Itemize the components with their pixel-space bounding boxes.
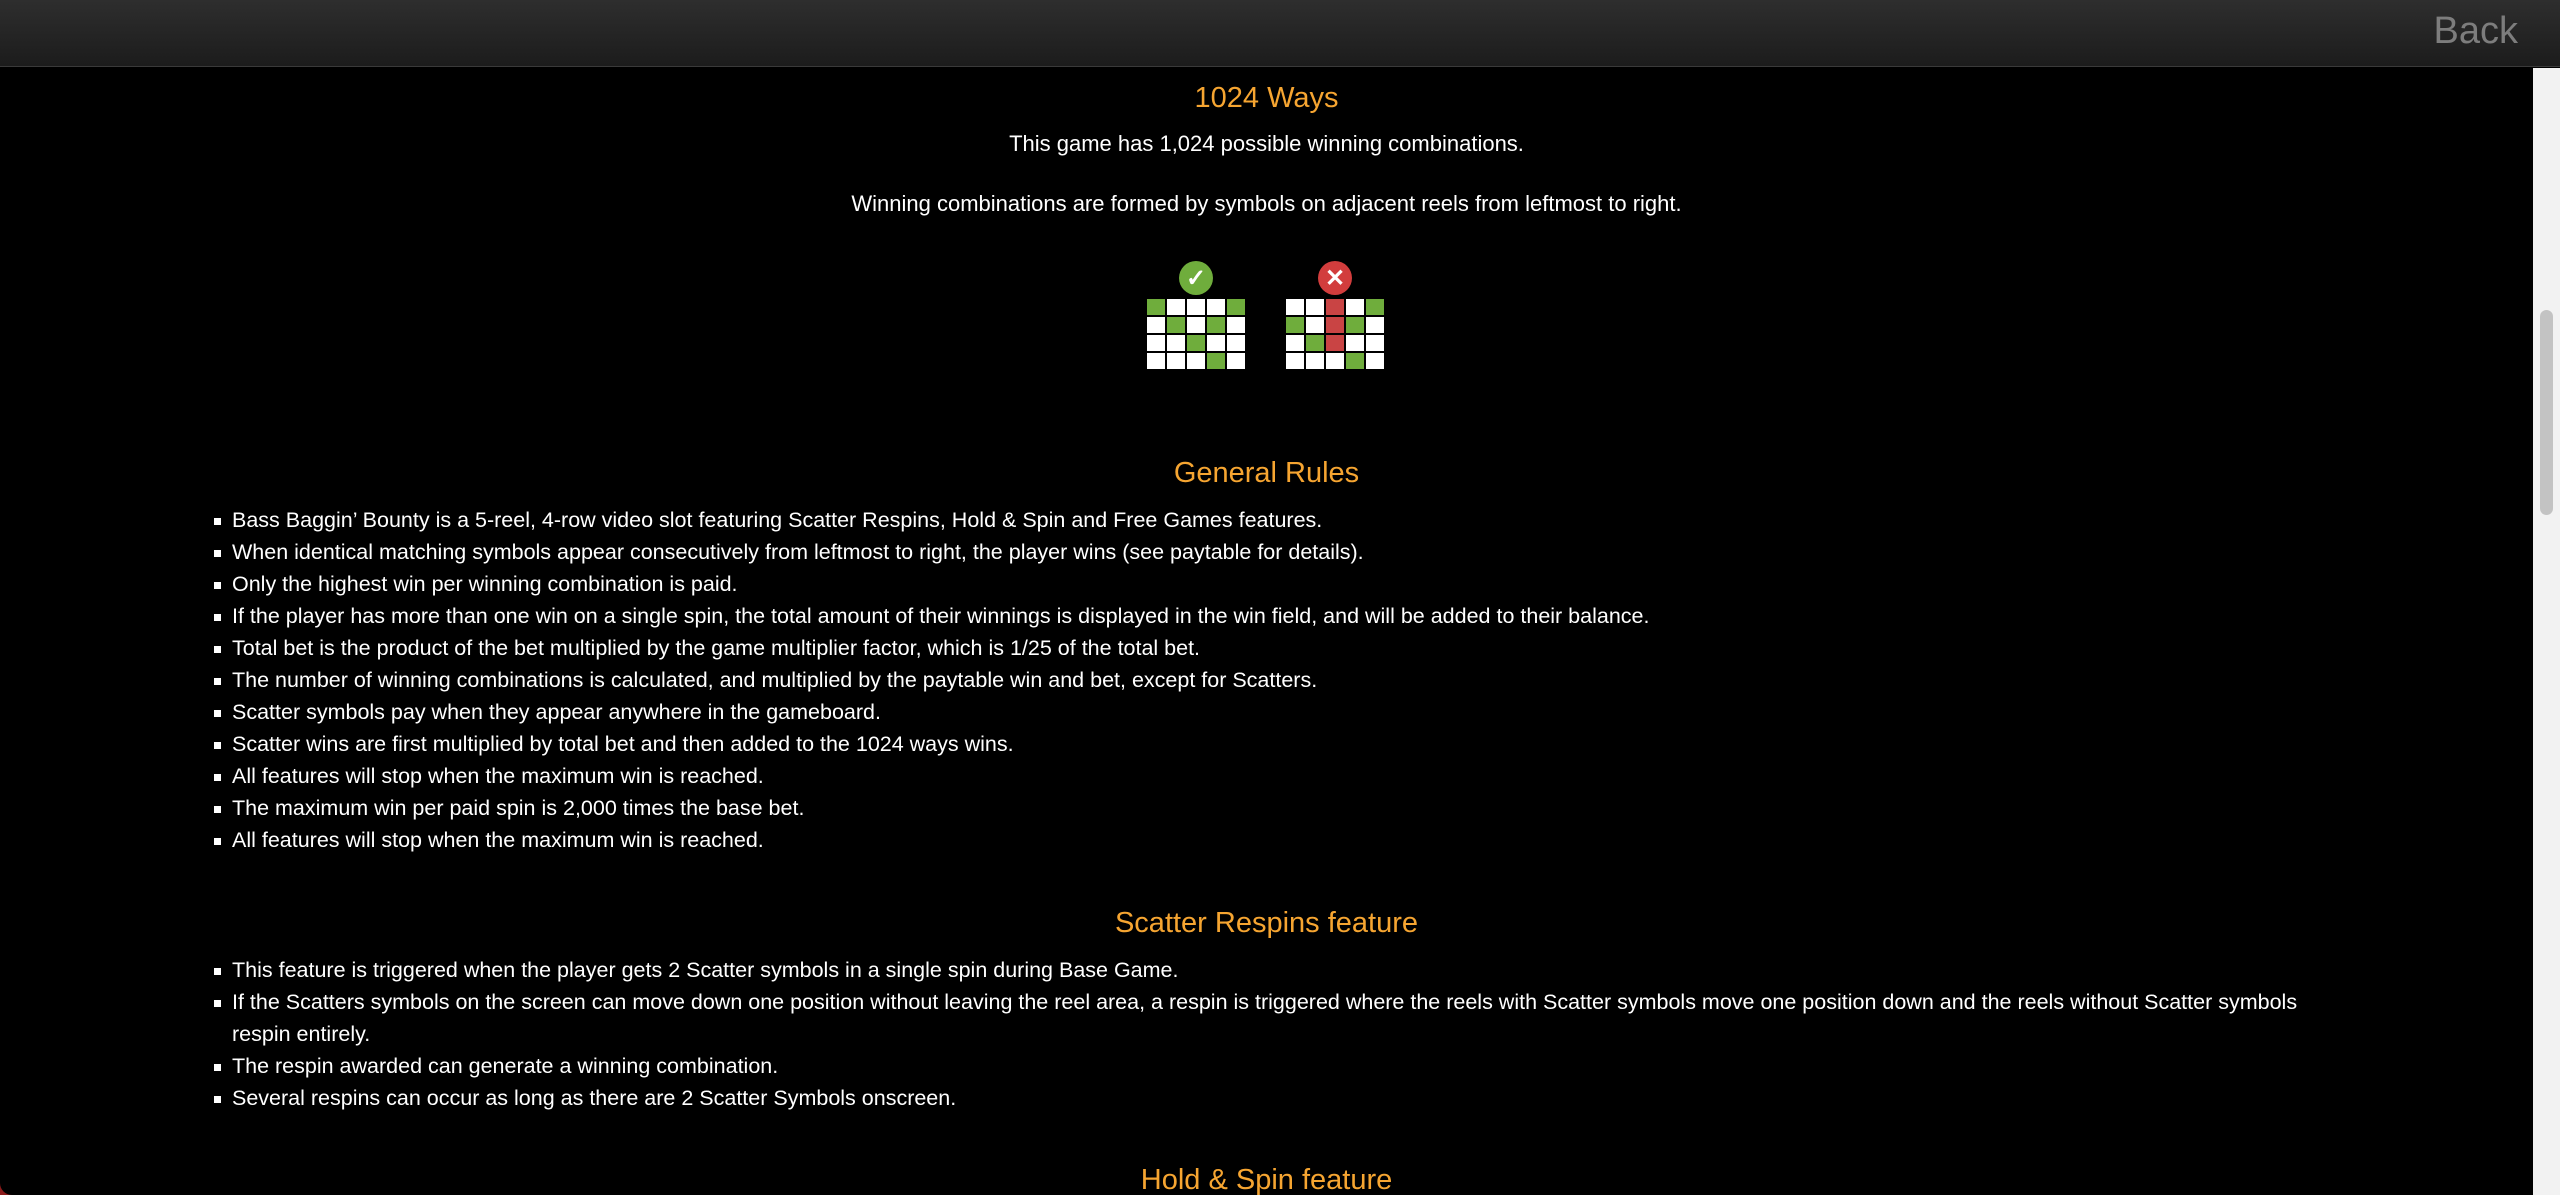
grid-cell bbox=[1187, 299, 1205, 315]
scrollbar[interactable] bbox=[2533, 68, 2560, 1195]
section-title-hold-spin: Hold & Spin feature bbox=[1140, 1164, 1393, 1195]
grid-cell bbox=[1147, 335, 1165, 351]
scrollbar-thumb[interactable] bbox=[2540, 310, 2553, 515]
list-item: All features will stop when the maximum win is reached. bbox=[232, 760, 2332, 792]
list-item: All features will stop when the maximum win is reached. bbox=[232, 824, 2332, 856]
ways-description: This game has 1,024 possible winning combinations. bbox=[1009, 131, 1524, 156]
grid-cell bbox=[1227, 335, 1245, 351]
section-title-1024-ways: 1024 Ways bbox=[1194, 82, 1339, 114]
grid-cell bbox=[1227, 353, 1245, 369]
list-item: Several respins can occur as long as there are 2 Scatter Symbols onscreen. bbox=[232, 1082, 2332, 1114]
grid-cell bbox=[1346, 317, 1364, 333]
list-item: The respin awarded can generate a winning combination. bbox=[232, 1050, 2332, 1082]
grid-cell bbox=[1346, 335, 1364, 351]
grid-cell bbox=[1306, 353, 1324, 369]
grid-cell bbox=[1227, 299, 1245, 315]
grid-cell bbox=[1326, 353, 1344, 369]
rules-content[interactable] bbox=[0, 68, 2533, 1195]
grid-cell bbox=[1286, 335, 1304, 351]
list-item: Total bet is the product of the bet multiplied by the game multiplier factor, which is 1/25 of the total bet. bbox=[232, 632, 2332, 664]
grid-cell bbox=[1187, 353, 1205, 369]
grid-cell bbox=[1147, 299, 1165, 315]
list-item: This feature is triggered when the player gets 2 Scatter symbols in a single spin during Base Game. bbox=[232, 954, 2332, 986]
list-item: Scatter wins are first multiplied by total bet and then added to the 1024 ways wins. bbox=[232, 728, 2332, 760]
grid-cell bbox=[1366, 335, 1384, 351]
grid-cell bbox=[1147, 317, 1165, 333]
grid-cell bbox=[1326, 317, 1344, 333]
grid-cell bbox=[1187, 317, 1205, 333]
list-item: Bass Baggin’ Bounty is a 5-reel, 4-row video slot featuring Scatter Respins, Hold & Spin and Free Games features. bbox=[232, 504, 2332, 536]
grid-cell bbox=[1306, 299, 1324, 315]
grid-cell bbox=[1147, 353, 1165, 369]
grid-cell bbox=[1366, 299, 1384, 315]
back-button[interactable]: Back bbox=[2433, 10, 2518, 52]
grid-cell bbox=[1306, 317, 1324, 333]
grid-cell bbox=[1187, 335, 1205, 351]
grid-cell bbox=[1207, 317, 1225, 333]
section-title-scatter-respins: Scatter Respins feature bbox=[1114, 907, 1419, 939]
grid-cell bbox=[1346, 299, 1364, 315]
cross-icon: ✕ bbox=[1318, 261, 1352, 295]
grid-cell bbox=[1167, 335, 1185, 351]
grid-cell bbox=[1286, 353, 1304, 369]
top-bar bbox=[0, 0, 2560, 67]
grid-cell bbox=[1366, 317, 1384, 333]
grid-cell bbox=[1306, 335, 1324, 351]
section-title-general-rules: General Rules bbox=[1173, 457, 1360, 489]
list-item: The number of winning combinations is calculated, and multiplied by the paytable win and bet, except for Scatters. bbox=[232, 664, 2332, 696]
grid-cell bbox=[1207, 299, 1225, 315]
ways-explanation: Winning combinations are formed by symbols on adjacent reels from leftmost to right. bbox=[851, 191, 1682, 216]
list-item: If the player has more than one win on a single spin, the total amount of their winnings is displayed in the win field, and will be added to their balance. bbox=[232, 600, 2332, 632]
grid-cell bbox=[1167, 353, 1185, 369]
general-rules-list bbox=[232, 504, 2332, 856]
list-item: Only the highest win per winning combination is paid. bbox=[232, 568, 2332, 600]
list-item: If the Scatters symbols on the screen can move down one position without leaving the reel area, a respin is triggered where the reels with Scatter symbols move one position down and the reels without Scatter symbols respin entirely. bbox=[232, 986, 2332, 1050]
grid-cell bbox=[1286, 299, 1304, 315]
grid-cell bbox=[1326, 299, 1344, 315]
reel-grid bbox=[1286, 299, 1384, 369]
grid-cell bbox=[1286, 317, 1304, 333]
grid-cell bbox=[1207, 353, 1225, 369]
grid-cell bbox=[1227, 317, 1245, 333]
check-icon: ✓ bbox=[1179, 261, 1213, 295]
grid-cell bbox=[1366, 353, 1384, 369]
list-item: The maximum win per paid spin is 2,000 times the base bet. bbox=[232, 792, 2332, 824]
scatter-respins-list bbox=[232, 954, 2332, 1114]
grid-cell bbox=[1326, 335, 1344, 351]
list-item: Scatter symbols pay when they appear anywhere in the gameboard. bbox=[232, 696, 2332, 728]
grid-cell bbox=[1167, 299, 1185, 315]
grid-cell bbox=[1207, 335, 1225, 351]
reel-grid bbox=[1147, 299, 1245, 369]
grid-cell bbox=[1167, 317, 1185, 333]
grid-cell bbox=[1346, 353, 1364, 369]
list-item: When identical matching symbols appear consecutively from leftmost to right, the player wins (see paytable for details). bbox=[232, 536, 2332, 568]
